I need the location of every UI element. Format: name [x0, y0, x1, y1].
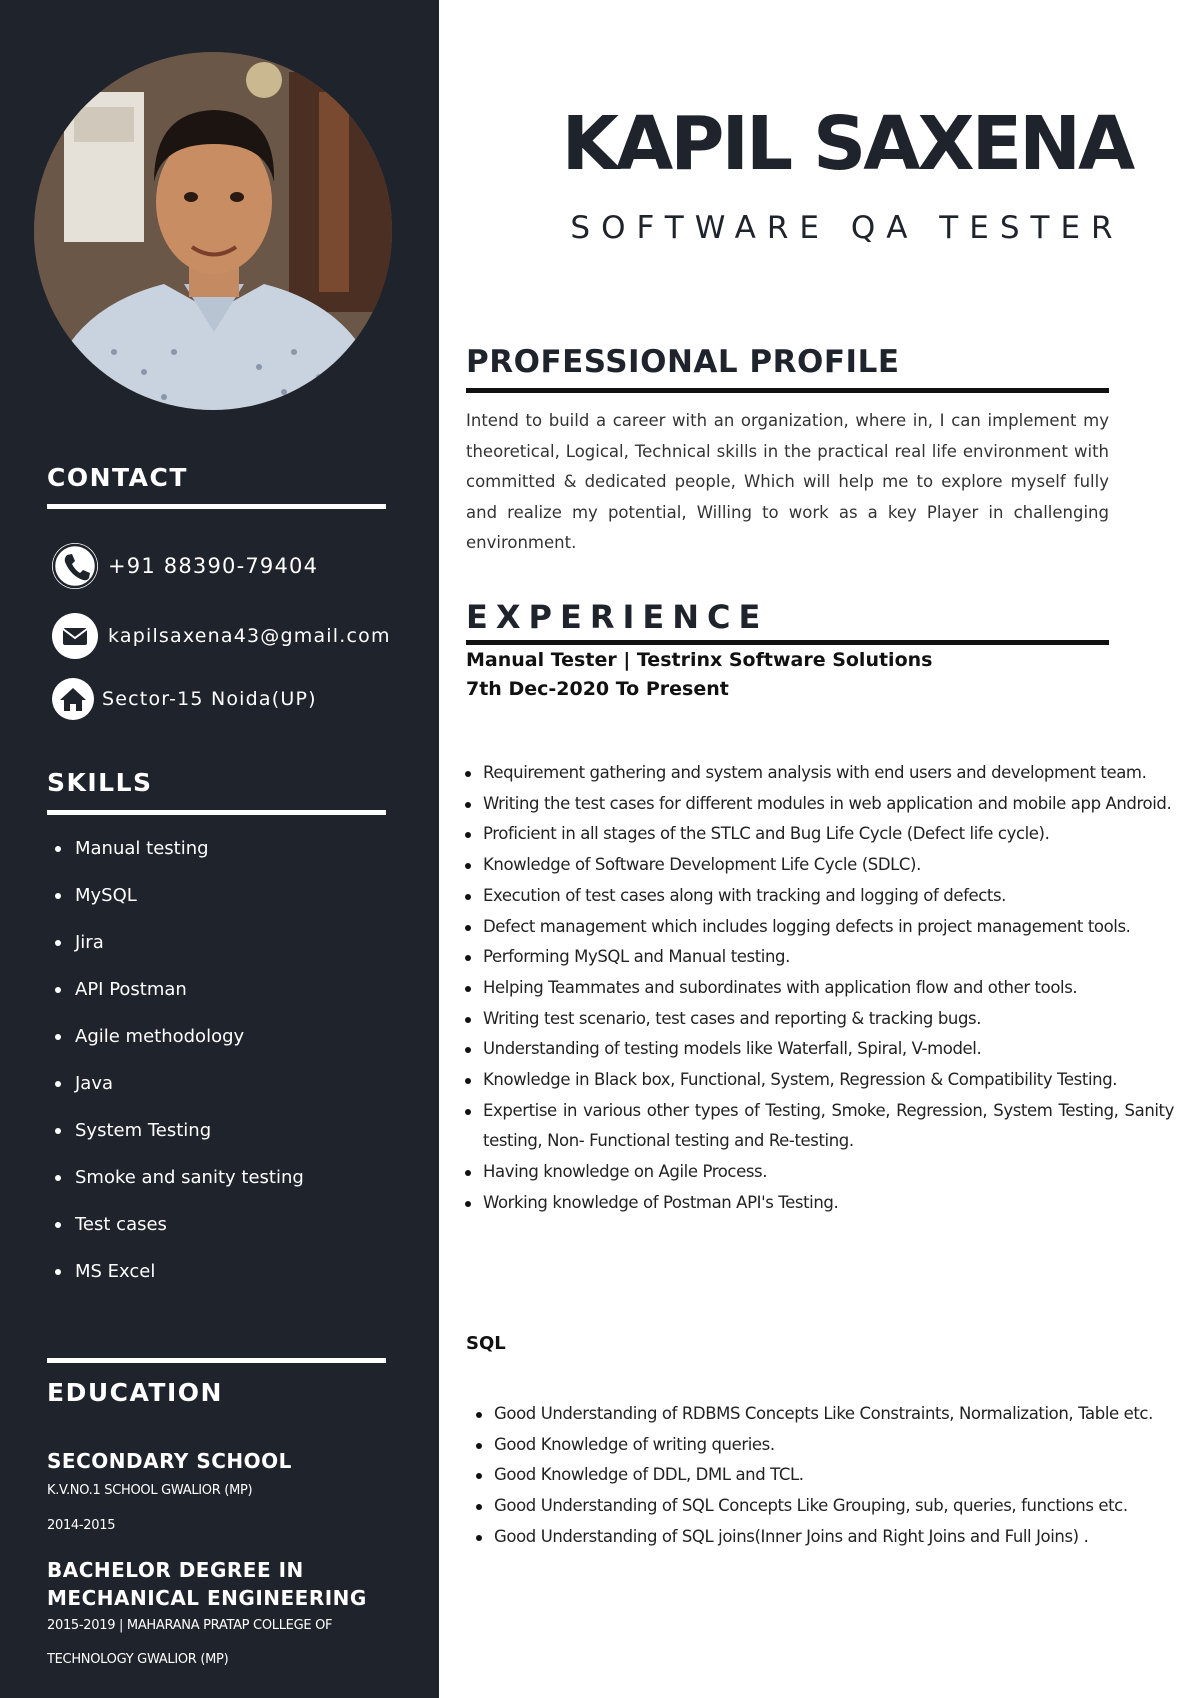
education-years: 2014-2015 [47, 1518, 116, 1533]
list-item: Helping Teammates and subordinates with application flow and other tools. [463, 973, 1174, 1004]
sql-heading: SQL [466, 1333, 506, 1354]
sql-bullets [474, 1399, 1169, 1553]
experience-bullets [463, 758, 1174, 1219]
skill-item: MySQL [52, 885, 304, 932]
skill-item: Manual testing [52, 838, 304, 885]
sidebar [0, 0, 439, 1698]
list-item: Execution of test cases along with tracking and logging of defects. [463, 881, 1174, 912]
list-item: Good Knowledge of DDL, DML and TCL. [474, 1460, 1169, 1491]
skill-item: Smoke and sanity testing [52, 1167, 304, 1214]
list-item: Expertise in various other types of Testing, Smoke, Regression, System Testing, Sanity testing, Non- Functional testing and Re-testing. [463, 1096, 1174, 1157]
contact-phone[interactable] [52, 543, 318, 589]
profile-photo [34, 52, 392, 410]
list-item: Performing MySQL and Manual testing. [463, 942, 1174, 973]
address-text: Sector-15 Noida(UP) [102, 688, 317, 710]
contact-email[interactable] [52, 613, 391, 659]
skill-item: Test cases [52, 1214, 304, 1261]
candidate-name: KAPIL SAXENA [561, 101, 1133, 187]
person-portrait-icon [34, 52, 392, 410]
job-title: SOFTWARE QA TESTER [570, 210, 1124, 246]
skills-list [52, 838, 304, 1308]
list-item: Good Understanding of RDBMS Concepts Like Constraints, Normalization, Table etc. [474, 1399, 1169, 1430]
list-item: Knowledge in Black box, Functional, System, Regression & Compatibility Testing. [463, 1065, 1174, 1096]
home-icon [52, 678, 94, 720]
contact-address [52, 678, 317, 720]
education-title-bachelor: BACHELOR DEGREE IN MECHANICAL ENGINEERING [47, 1558, 367, 1610]
list-item: Writing the test cases for different modules in web application and mobile app Android. [463, 789, 1174, 820]
list-item: Working knowledge of Postman API's Testing. [463, 1188, 1174, 1219]
skill-item: API Postman [52, 979, 304, 1026]
skill-item: Java [52, 1073, 304, 1120]
list-item: Understanding of testing models like Waterfall, Spiral, V-model. [463, 1034, 1174, 1065]
main-content [439, 0, 1200, 1698]
skill-item: MS Excel [52, 1261, 304, 1308]
email-icon [52, 613, 98, 659]
experience-period: 7th Dec-2020 To Present [466, 678, 729, 700]
education-college: 2015-2019 | MAHARANA PRATAP COLLEGE OF [47, 1618, 333, 1633]
contact-heading: CONTACT [47, 463, 188, 492]
education-college-location: TECHNOLOGY GWALIOR (MP) [47, 1652, 229, 1667]
education-heading: EDUCATION [47, 1378, 223, 1407]
list-item: Proficient in all stages of the STLC and Bug Life Cycle (Defect life cycle). [463, 819, 1174, 850]
skill-item: Jira [52, 932, 304, 979]
list-item: Having knowledge on Agile Process. [463, 1157, 1174, 1188]
skill-item: Agile methodology [52, 1026, 304, 1073]
list-item: Writing test scenario, test cases and reporting & tracking bugs. [463, 1004, 1174, 1035]
contact-divider [47, 504, 386, 509]
list-item: Requirement gathering and system analysis with end users and development team. [463, 758, 1174, 789]
profile-text: Intend to build a career with an organization, where in, I can implement my theoretical, Logical, Technical skills in the practical real life environment with committed & dedicated people, Which will help me to explore myself fully and realize my potential, Willing to work as a key Player in challenging environment. [466, 411, 1109, 552]
phone-icon [52, 543, 98, 589]
skill-item: System Testing [52, 1120, 304, 1167]
education-divider [47, 1358, 386, 1363]
experience-heading: EXPERIENCE [466, 598, 769, 636]
email-text: kapilsaxena43@gmail.com [108, 625, 391, 647]
list-item: Good Knowledge of writing queries. [474, 1430, 1169, 1461]
profile-divider [466, 388, 1109, 393]
list-item: Knowledge of Software Development Life Cycle (SDLC). [463, 850, 1174, 881]
education-school: K.V.NO.1 SCHOOL GWALIOR (MP) [47, 1483, 253, 1498]
list-item: Good Understanding of SQL joins(Inner Joins and Right Joins and Full Joins) . [474, 1522, 1169, 1553]
profile-heading: PROFESSIONAL PROFILE [466, 344, 900, 380]
skills-heading: SKILLS [47, 768, 153, 797]
skills-divider [47, 810, 386, 815]
list-item: Good Understanding of SQL Concepts Like Grouping, sub, queries, functions etc. [474, 1491, 1169, 1522]
experience-role: Manual Tester | Testrinx Software Solutions [466, 649, 933, 671]
phone-text: +91 88390-79404 [108, 554, 319, 578]
education-title-secondary: SECONDARY SCHOOL [47, 1449, 292, 1473]
list-item: Defect management which includes logging defects in project management tools. [463, 912, 1174, 943]
experience-divider [466, 640, 1109, 645]
